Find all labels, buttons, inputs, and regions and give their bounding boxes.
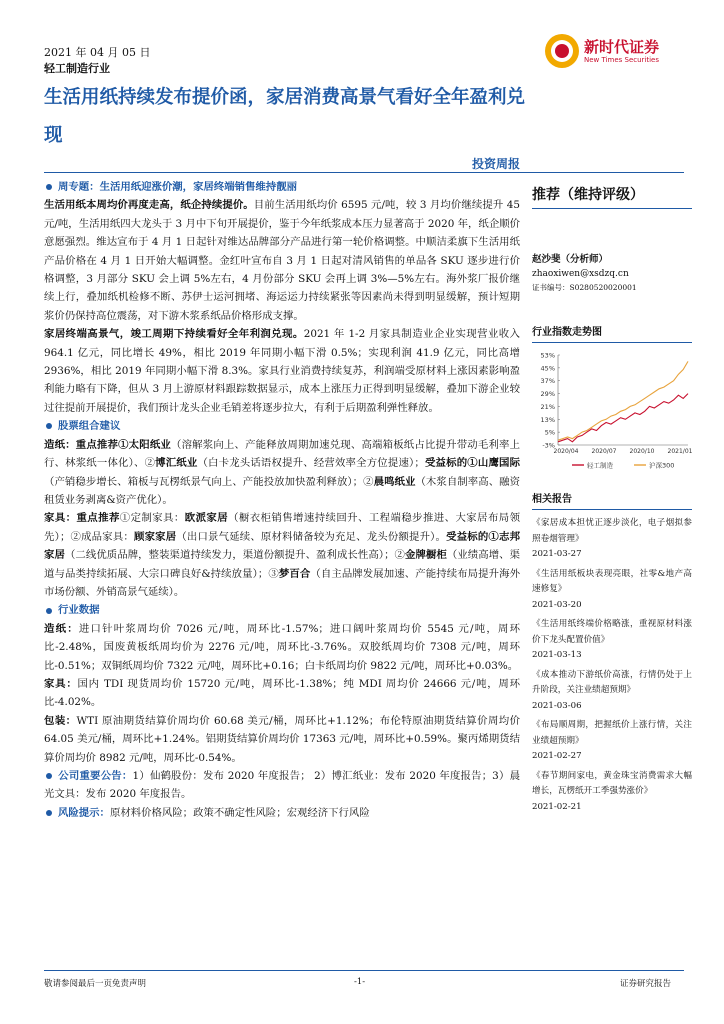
related-report[interactable] <box>532 769 692 816</box>
paragraph-home <box>44 325 520 417</box>
home-recommend-a: 欧派家居 <box>184 512 229 525</box>
paper-text: （木浆自制率高、融资租赁业务剥离&资产优化）。 <box>44 475 521 506</box>
home-text: （出口景气延续、原材料储备较为充足、龙头份额提升）。 <box>176 530 447 543</box>
related-report[interactable] <box>532 516 692 563</box>
legend-label: 轻工制造 <box>587 461 613 470</box>
related-report[interactable] <box>532 617 692 664</box>
portfolio-heading <box>44 417 520 435</box>
related-report-title: 《家居成本担忧正逐步淡化，电子烟拟参照卷烟管理》 <box>532 518 692 544</box>
risk-label: 风险提示： <box>58 806 110 819</box>
related-report[interactable] <box>532 668 692 715</box>
weekly-topic-text: 生活用纸迎涨价潮，家居终端销售维持靓丽 <box>99 181 297 193</box>
data-text: WTI 原油期货结算价周均价 60.68 美元/桶，周环比+1.12%；布伦特原油期货结算价周均价 64.05 美元/桶，周环比+1.24%。铝期货结算价周均价 17363 元/吨，周环比+0.59%。聚丙烯期货结算价周均价 8982 元/吨，周环比-0.54%。 <box>44 714 520 764</box>
data-home <box>44 675 520 712</box>
announce-label: 公司重要公告： <box>58 770 133 782</box>
weekly-topic-label: 周专题： <box>58 181 100 193</box>
bullet-icon <box>46 773 52 779</box>
related-report-title: 《布局顺周期，把握纸价上涨行情，关注业绩超预期》 <box>532 720 692 746</box>
sidebar-divider <box>532 208 692 209</box>
related-report[interactable] <box>532 567 692 614</box>
y-tick-label: 37% <box>540 377 555 386</box>
y-tick-label: 5% <box>544 428 555 437</box>
announce-text: 1）仙鹤股份：发布 2020 年度报告； 2）博汇纸业：发布 2020 年度报告；3）晨光文具：发布 2020 年度报告。 <box>44 770 521 801</box>
related-title: 相关报告 <box>532 494 572 505</box>
rating: 推荐（维持评级） <box>532 187 644 203</box>
related-report-date: 2021-02-27 <box>532 751 582 761</box>
paper-beneficiary-2: 晨鸣纸业 <box>373 475 416 488</box>
industry-data-heading <box>44 601 520 619</box>
paper-beneficiary: 受益标的①山鹰国际 <box>424 457 520 470</box>
home-beneficiary: 受益标的①志邦家居 <box>44 530 520 562</box>
footer-brand: 证券研究报告 <box>620 979 672 989</box>
analyst-name: 赵沙斐（分析师） <box>532 254 609 265</box>
analyst-cert: 证书编号：S0280520020001 <box>532 283 637 292</box>
y-tick-label: 53% <box>540 351 555 360</box>
data-pack <box>44 712 520 767</box>
paper-recommend-2: 博汇纸业 <box>155 457 198 470</box>
related-report-date: 2021-02-21 <box>532 801 582 812</box>
portfolio-home <box>44 509 520 601</box>
report-date: 2021 年 04 月 05 日 <box>44 46 151 59</box>
sidebar-divider <box>532 342 692 343</box>
portfolio-paper <box>44 436 520 510</box>
sidebar <box>532 178 692 815</box>
paragraph-body: 目前生活用纸均价 6595 元/吨，较 3 月均价继续提升 45 元/吨，生活用纸四大龙头于 3 月中下旬开展提价，鉴于今年纸浆成本压力显著高于 2020 年，纸企顺价意愿强烈。维达宣布于 4 月 1 日起针对维达品牌部分产品进行第一轮价格调整。中顺洁柔旗下生活用纸产品价格在 4 月 1 日开始大幅调整。金红叶宣布自 3 月 1 日起对清风销售的单品各 SKU 逐步进行价格调整，3 月部分 SKU 会上调 5%左右，4 月份部分 SKU 会再上调 3%—5%左右。海外浆厂报价继续上行，叠加纸机检修不断、苏伊士运河拥堵、海运运力持续紧张等因素尚未得到明显缓解，预计短期浆价仍保持高位震荡，对下游木浆系纸品价格形成支撑。 <box>44 199 520 322</box>
paper-lead: 造纸： <box>44 438 76 451</box>
bullet-icon <box>46 810 52 816</box>
footer-divider <box>44 970 684 971</box>
weekly-topic-heading <box>44 178 520 196</box>
data-lead: 包装： <box>44 714 77 727</box>
related-report-date: 2021-03-27 <box>532 549 582 559</box>
industry-data-label: 行业数据 <box>58 604 100 617</box>
y-tick-label: 29% <box>540 390 555 399</box>
announcements <box>44 767 520 804</box>
home-text: （业绩高增、渠道与品类持续拓展、大宗口碑良好&持续放量）；③ <box>44 549 521 580</box>
data-lead: 造纸： <box>44 622 79 635</box>
sidebar-divider <box>532 509 692 510</box>
index-chart-svg <box>532 349 692 474</box>
related-report-title: 《春节期间家电，黄金珠宝消费需求大幅增长，瓦楞纸开工季强势涨价》 <box>532 770 692 796</box>
data-text: 国内 TDI 现货周均价 15720 元/吨，周环比-1.38%；纯 MDI 周均价 24666 元/吨，周环比-4.02%。 <box>44 677 520 709</box>
main-column <box>44 178 520 822</box>
home-recommend: 重点推荐 <box>76 512 120 525</box>
portfolio-label: 股票组合建议 <box>58 420 121 433</box>
home-text: （自主品牌发展加速、产能持续布局提升海外市场份额、外销高景气延续）。 <box>44 567 521 598</box>
y-tick-label: 45% <box>540 364 555 373</box>
related-list <box>532 516 692 815</box>
paper-text: （溶解浆向上、产能释放周期加速兑现、高端箱板纸占比提升带动毛利率上行、林浆纸一体化）、② <box>44 438 521 470</box>
data-text: 进口针叶浆周均价 7026 元/吨，周环比-1.57%；进口阔叶浆周均价 5545 元/吨，周环比-2.48%，国废黄板纸周均价为 2276 元/吨，周环比-3.76%。双胶纸周均价 7308 元/吨，周环比-0.51%；双铜纸周均价 7322 元/吨，周环比+0.16；白卡纸周均价 9822 元/吨，周环比+0.03%。 <box>44 622 521 672</box>
risk-warning <box>44 804 520 822</box>
y-tick-label: 13% <box>540 415 555 424</box>
industry-label: 轻工制造行业 <box>44 62 110 75</box>
data-lead: 家具： <box>44 677 78 690</box>
paper-text: （产销稳步增长、箱板与瓦楞纸景气向上、产能投放加快盈利释放）；② <box>44 475 374 488</box>
related-report-title: 《成本推动下游纸价高涨，行情仍处于上升阶段，关注业绩超预期》 <box>532 669 692 695</box>
home-text: （二线优质品牌，整装渠道持续发力，渠道份额提升、盈利成长性高）；② <box>64 549 405 562</box>
home-lead: 家具： <box>44 512 77 525</box>
logo-english: New Times Securities <box>584 56 659 64</box>
paper-recommend: 重点推荐①太阳纸业 <box>75 438 171 451</box>
x-tick-label: 2020/04 <box>553 448 579 455</box>
footer-disclaimer: 敬请参阅最后一页免责声明 <box>44 979 147 989</box>
home-beneficiary-3: 梦百合 <box>278 567 311 580</box>
page-title: 生活用纸持续发布提价函，家居消费高景气看好全年盈利兑现 <box>44 87 526 146</box>
legend-label: 沪深300 <box>649 461 675 470</box>
paragraph-paper <box>44 196 520 325</box>
series-line-light-industry <box>558 394 688 442</box>
related-report-date: 2021-03-13 <box>532 650 582 660</box>
logo-name: 新时代证券 <box>584 38 660 56</box>
x-tick-label: 2020/10 <box>629 448 655 455</box>
paragraph-lead: 生活用纸本周均价再度走高，纸企持续提价。 <box>44 199 254 212</box>
home-beneficiary-2: 金牌橱柜 <box>405 549 447 562</box>
home-recommend-b: 顾家家居 <box>134 530 177 543</box>
x-tick-label: 2021/01 <box>667 448 692 455</box>
y-tick-label: -3% <box>542 441 555 450</box>
related-report-date: 2021-03-06 <box>532 700 582 711</box>
y-tick-label: 21% <box>540 402 555 411</box>
home-text: ①定制家具： <box>119 512 185 525</box>
paragraph-lead: 家居终端高景气，竣工周期下持续看好全年利润兑现。 <box>44 328 304 341</box>
page-number: -1- <box>354 977 366 987</box>
chart-title: 行业指数走势图 <box>532 327 602 338</box>
related-report-title: 《生活用纸终端价格略涨，重视原材料涨价下龙头配置价值》 <box>532 619 692 645</box>
home-text: （橱衣柜销售增速持续回升、工程端稳步推进、大家居布局领先）；②成品家具： <box>44 512 520 543</box>
bullet-icon <box>46 423 52 429</box>
series-line-csi300 <box>558 361 688 440</box>
report-type: 投资周报 <box>472 157 521 171</box>
bullet-icon <box>46 184 52 190</box>
risk-text: 原材料价格风险；政策不确定性风险；宏观经济下行风险 <box>109 806 370 819</box>
bullet-icon <box>46 608 52 614</box>
related-report-title: 《生活用纸板块表现亮眼，社零&地产高速修复》 <box>532 568 692 594</box>
paper-text: （白卡龙头话语权提升、经营效率全方位提速）； <box>197 457 425 470</box>
index-chart <box>532 349 692 474</box>
related-report[interactable] <box>532 718 692 765</box>
related-report-date: 2021-03-20 <box>532 599 582 610</box>
x-tick-label: 2020/07 <box>591 448 617 455</box>
analyst-email[interactable]: zhaoxiwen@xsdzq.cn <box>532 269 629 279</box>
header-divider <box>44 172 684 173</box>
data-paper <box>44 620 520 675</box>
paragraph-body: 2021 年 1-2 月家具制造业企业实现营业收入 964.1 亿元，同比增长 49%，相比 2019 年同期小幅下滑 0.5%；实现利润 41.9 亿元，同比高增 2936%，相比 2019 年同期小幅下滑 8.3%。家具行业消费持续复苏，利润端受原材料上涨因素影响盈利能力略有下降，但从 3 月上游原材料跟踪数据显示，成本上涨压力正得到明显缓解，叠加下游企业较过往提前开展提价，我们预计龙头企业毛销差将逐步拉大，有利于后期盈利弹性释放。 <box>44 328 520 414</box>
